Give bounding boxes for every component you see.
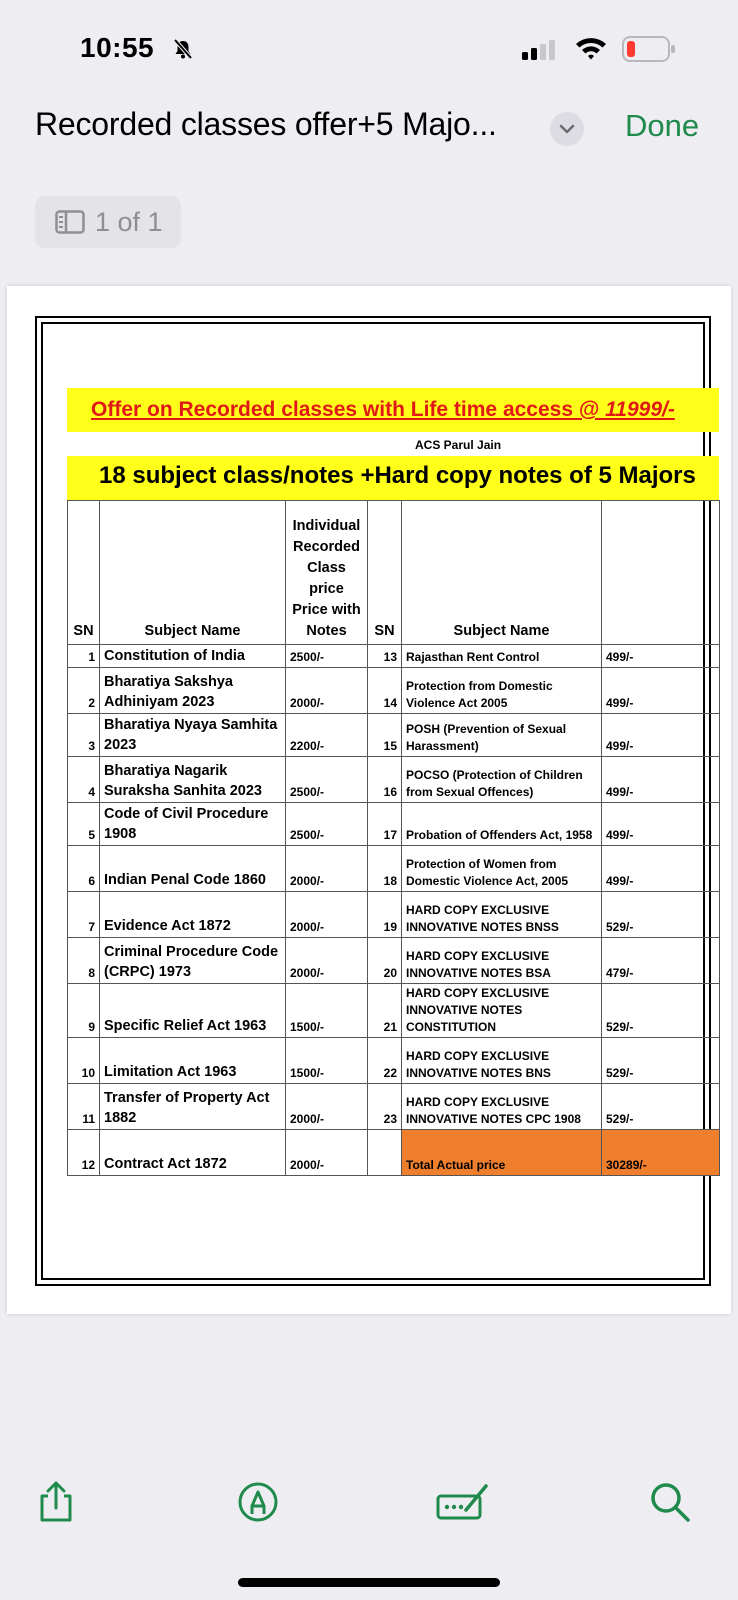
row-sn: 11 — [68, 1084, 100, 1130]
row-subject-name-2: HARD COPY EXCLUSIVE INNOVATIVE NOTES CONSTITUTION — [402, 984, 602, 1038]
row-sn: 4 — [68, 757, 100, 803]
row-price-2: 499/- — [602, 846, 720, 892]
row-subject-name-2: HARD COPY EXCLUSIVE INNOVATIVE NOTES BNS — [402, 1038, 602, 1084]
row-price-2: 479/- — [602, 938, 720, 984]
row-subject-name: Indian Penal Code 1860 — [100, 846, 286, 892]
document-page[interactable] — [7, 286, 731, 1314]
row-subject-name-2: HARD COPY EXCLUSIVE INNOVATIVE NOTES CPC 1908 — [402, 1084, 602, 1130]
chevron-down-icon — [559, 124, 575, 134]
wifi-icon — [574, 34, 608, 62]
row-price-2: 529/- — [602, 892, 720, 938]
row-price-2: 499/- — [602, 645, 720, 668]
row-price: 1500/- — [286, 984, 368, 1038]
search-icon[interactable] — [648, 1480, 692, 1524]
home-indicator[interactable] — [238, 1578, 500, 1587]
author-name: ACS Parul Jain — [415, 438, 502, 452]
table-row — [68, 1084, 720, 1130]
battery-low-icon — [622, 36, 676, 62]
row-sn: 8 — [68, 938, 100, 984]
row-sn: 2 — [68, 668, 100, 714]
document-heading: 18 subject class/notes +Hard copy notes of 5 Majors — [99, 462, 696, 489]
row-subject-name: Specific Relief Act 1963 — [100, 984, 286, 1038]
row-subject-name: Evidence Act 1872 — [100, 892, 286, 938]
table-row — [68, 1130, 720, 1176]
column-header-sn-2: SN — [368, 501, 402, 645]
silent-bell-icon — [172, 38, 194, 60]
row-price: 2500/- — [286, 757, 368, 803]
row-subject-name-2: POSH (Prevention of Sexual Harassment) — [402, 714, 602, 757]
row-price-2: 30289/- — [602, 1130, 720, 1176]
document-title: Recorded classes offer+5 Majo... — [35, 106, 497, 142]
page-indicator-label: 1 of 1 — [95, 206, 163, 237]
offer-headline — [91, 398, 675, 422]
row-price: 2500/- — [286, 803, 368, 846]
table-row — [68, 757, 720, 803]
row-subject-name-2: HARD COPY EXCLUSIVE INNOVATIVE NOTES BNSS — [402, 892, 602, 938]
column-header-sn: SN — [68, 501, 100, 645]
row-sn: 7 — [68, 892, 100, 938]
row-subject-name: Contract Act 1872 — [100, 1130, 286, 1176]
row-sn-2: 19 — [368, 892, 402, 938]
row-subject-name: Bharatiya Nyaya Samhita 2023 — [100, 714, 286, 757]
column-header-price: Individual Recorded Class price Price with Notes — [286, 501, 368, 645]
row-subject-name: Limitation Act 1963 — [100, 1038, 286, 1084]
row-sn-2: 22 — [368, 1038, 402, 1084]
row-subject-name-2: Total Actual price — [402, 1130, 602, 1176]
row-subject-name-2: POCSO (Protection of Children from Sexual Offences) — [402, 757, 602, 803]
row-subject-name-2: Protection from Domestic Violence Act 2005 — [402, 668, 602, 714]
page-indicator[interactable] — [35, 196, 181, 248]
table-row — [68, 984, 720, 1038]
row-price: 2000/- — [286, 668, 368, 714]
row-price: 1500/- — [286, 1038, 368, 1084]
row-sn-2: 23 — [368, 1084, 402, 1130]
row-sn: 3 — [68, 714, 100, 757]
thumbnails-icon — [55, 210, 85, 234]
row-sn: 10 — [68, 1038, 100, 1084]
row-sn-2: 13 — [368, 645, 402, 668]
row-subject-name: Code of Civil Procedure 1908 — [100, 803, 286, 846]
row-sn-2: 17 — [368, 803, 402, 846]
table-row — [68, 938, 720, 984]
row-subject-name-2: Probation of Offenders Act, 1958 — [402, 803, 602, 846]
table-row — [68, 645, 720, 668]
offer-price: 11999/- — [605, 398, 675, 421]
row-subject-name-2: Protection of Women from Domestic Violence Act, 2005 — [402, 846, 602, 892]
row-subject-name: Criminal Procedure Code (CRPC) 1973 — [100, 938, 286, 984]
share-icon[interactable] — [34, 1480, 78, 1524]
row-price: 2000/- — [286, 846, 368, 892]
row-sn-2 — [368, 1130, 402, 1176]
row-price-2: 499/- — [602, 714, 720, 757]
markup-icon[interactable] — [236, 1480, 280, 1524]
status-bar — [0, 0, 738, 100]
row-price-2: 529/- — [602, 1038, 720, 1084]
row-price: 2200/- — [286, 714, 368, 757]
done-button[interactable]: Done — [625, 108, 700, 143]
table-row — [68, 892, 720, 938]
row-subject-name: Bharatiya Sakshya Adhiniyam 2023 — [100, 668, 286, 714]
row-price: 2000/- — [286, 1130, 368, 1176]
row-sn: 5 — [68, 803, 100, 846]
offer-prefix: Offer on Recorded classes with Life time access @ — [91, 398, 606, 421]
title-menu-button[interactable] — [550, 112, 584, 146]
row-price: 2500/- — [286, 645, 368, 668]
column-header-price-2 — [602, 501, 720, 645]
row-price-2: 499/- — [602, 757, 720, 803]
row-sn: 1 — [68, 645, 100, 668]
row-price-2: 529/- — [602, 1084, 720, 1130]
row-subject-name-2: HARD COPY EXCLUSIVE INNOVATIVE NOTES BSA — [402, 938, 602, 984]
table-row — [68, 846, 720, 892]
row-subject-name: Constitution of India — [100, 645, 286, 668]
table-row — [68, 803, 720, 846]
table-row — [68, 668, 720, 714]
row-price: 2000/- — [286, 1084, 368, 1130]
row-price-2: 499/- — [602, 803, 720, 846]
row-sn: 12 — [68, 1130, 100, 1176]
table-header-row — [68, 501, 720, 645]
column-header-subject-2: Subject Name — [402, 501, 602, 645]
row-sn: 9 — [68, 984, 100, 1038]
row-price-2: 499/- — [602, 668, 720, 714]
column-header-subject: Subject Name — [100, 501, 286, 645]
row-price: 2000/- — [286, 892, 368, 938]
table-row — [68, 1038, 720, 1084]
row-sn-2: 20 — [368, 938, 402, 984]
signature-icon[interactable] — [436, 1480, 492, 1524]
table-row — [68, 714, 720, 757]
row-subject-name-2: Rajasthan Rent Control — [402, 645, 602, 668]
status-time: 10:55 — [80, 32, 155, 63]
row-sn: 6 — [68, 846, 100, 892]
row-sn-2: 18 — [368, 846, 402, 892]
row-sn-2: 14 — [368, 668, 402, 714]
row-sn-2: 21 — [368, 984, 402, 1038]
row-sn-2: 16 — [368, 757, 402, 803]
row-price-2: 529/- — [602, 984, 720, 1038]
price-table — [67, 500, 720, 1176]
row-sn-2: 15 — [368, 714, 402, 757]
row-subject-name: Bharatiya Nagarik Suraksha Sanhita 2023 — [100, 757, 286, 803]
row-price: 2000/- — [286, 938, 368, 984]
row-subject-name: Transfer of Property Act 1882 — [100, 1084, 286, 1130]
cellular-signal-icon — [522, 38, 556, 62]
